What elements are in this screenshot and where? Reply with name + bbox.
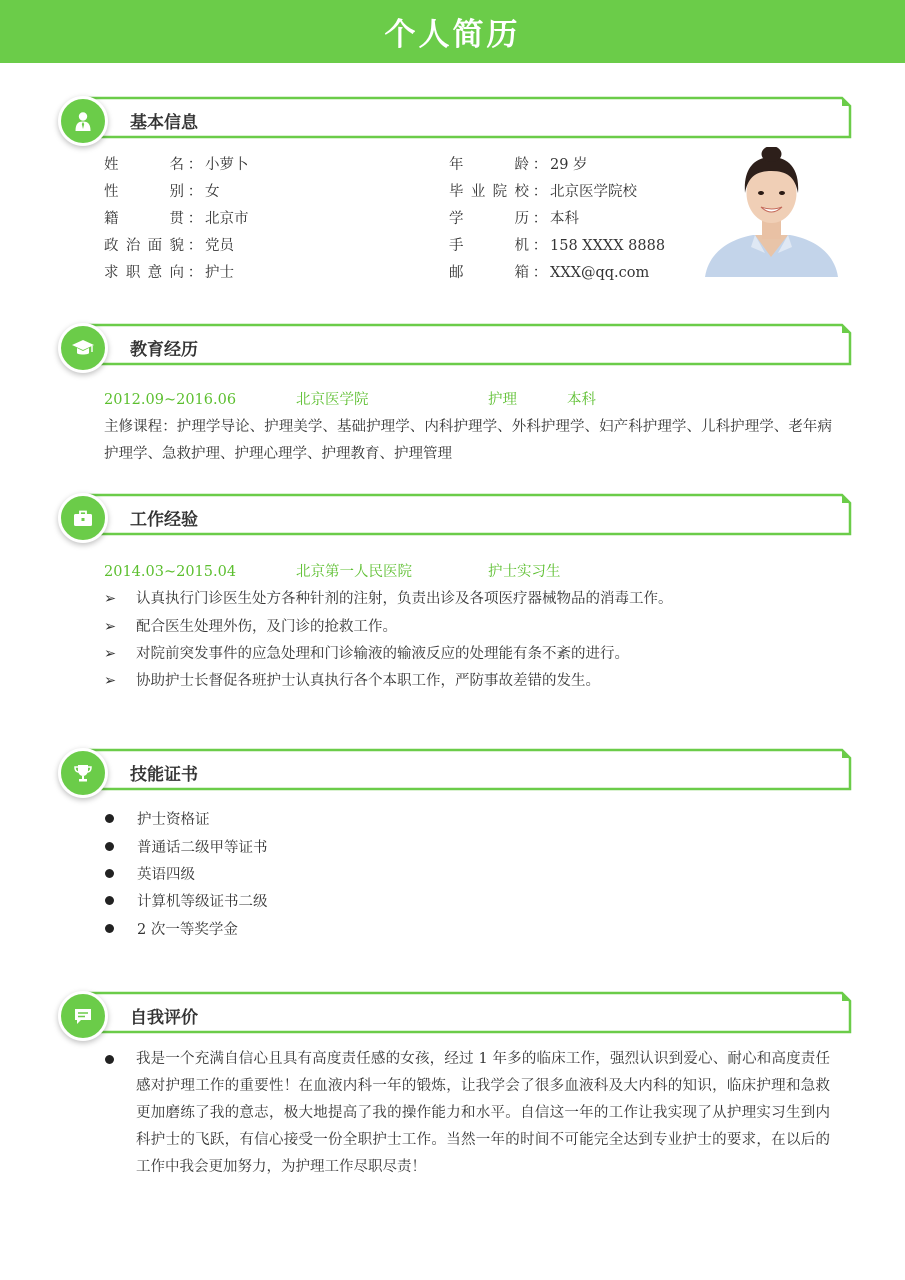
- work-duty-text: 协助护士长督促各班护士认真执行各个本职工作，严防事故差错的发生。: [136, 673, 600, 689]
- info-hometown: [104, 209, 249, 229]
- graduation-cap-icon: [58, 323, 108, 373]
- section-title: 技能证书: [130, 765, 198, 785]
- section-work: [58, 493, 854, 543]
- work-duty-text: 配合医生处理外伤，及门诊的抢救工作。: [136, 619, 397, 635]
- section-skills: [58, 748, 854, 798]
- colon: ：: [532, 265, 548, 281]
- section-title: 教育经历: [130, 340, 198, 360]
- work-position: 护士实习生: [488, 564, 561, 580]
- arrow-bullet-icon: ➢: [104, 646, 117, 662]
- education-major: 护理: [488, 392, 517, 408]
- section-title: 自我评价: [130, 1008, 198, 1028]
- self-evaluation-text: 我是一个充满自信心且具有高度责任感的女孩，经过 1 年多的临床工作，强烈认识到爱心、耐心和高度责任感对护理工作的重要性！在血液内科一年的锻炼，让我学会了很多血液科及大内科的知识，临床护理和急救更加磨练了我的意志，极大地提高了我的操作能力和水平。自信这一年的工作让我实现了从护理实习生到内科护士的飞跃，有信心接受一份全职护士工作。当然一年的时间不可能完全达到专业护士的要求，在以后的工作中我会更加努力，为护理工作尽职尽责！: [136, 1051, 830, 1175]
- info-value: 护士: [205, 265, 234, 281]
- info-value: 158 XXXX 8888: [550, 238, 666, 254]
- section-title: 工作经验: [130, 510, 198, 530]
- bullet-dot-icon: [105, 896, 114, 905]
- section-title: 基本信息: [130, 113, 198, 133]
- info-label: 邮箱: [449, 265, 529, 281]
- skill-item: [104, 920, 238, 940]
- bullet-dot-icon: [105, 842, 114, 851]
- info-value: 北京市: [205, 211, 249, 227]
- person-icon: [58, 96, 108, 146]
- colon: ：: [187, 184, 203, 200]
- skill-text: 普通话二级甲等证书: [137, 840, 268, 856]
- profile-photo: [705, 147, 838, 277]
- education-degree: 本科: [567, 392, 596, 408]
- skill-item: [104, 865, 195, 885]
- info-label: 政治面貌: [104, 238, 184, 254]
- section-education: [58, 323, 854, 373]
- skill-text: 护士资格证: [137, 812, 210, 828]
- colon: ：: [532, 157, 548, 173]
- bullet-dot-icon: [105, 924, 114, 933]
- info-label: 学历: [449, 211, 529, 227]
- education-school: 北京医学院: [296, 392, 369, 408]
- bullet-dot-icon: [105, 1055, 114, 1064]
- info-gender: [104, 182, 220, 202]
- work-period: 2014.03~2015.04: [104, 564, 237, 580]
- work-duty-item: [104, 617, 397, 637]
- skill-text: 2 次一等奖学金: [137, 922, 238, 938]
- skill-text: 计算机等级证书二级: [137, 894, 268, 910]
- colon: ：: [532, 211, 548, 227]
- bullet-dot-icon: [105, 869, 114, 878]
- info-name: [104, 155, 249, 175]
- colon: ：: [187, 265, 203, 281]
- work-company: 北京第一人民医院: [296, 564, 412, 580]
- briefcase-icon: [58, 493, 108, 543]
- resume-title-banner: [0, 0, 905, 63]
- info-label: 毕业院校: [449, 184, 529, 200]
- info-value: 小萝卜: [205, 157, 249, 173]
- skill-item: [104, 892, 268, 912]
- info-political: [104, 236, 234, 256]
- info-value: 29 岁: [550, 157, 588, 173]
- info-label: 姓名: [104, 157, 184, 173]
- skill-item: [104, 838, 268, 858]
- arrow-bullet-icon: ➢: [104, 673, 117, 689]
- info-value: 女: [205, 184, 220, 200]
- work-duty-item: [104, 589, 673, 609]
- info-school: [449, 182, 637, 202]
- education-period: 2012.09~2016.06: [104, 392, 237, 408]
- skill-text: 英语四级: [137, 867, 195, 883]
- info-job-intention: [104, 263, 234, 283]
- work-duty-text: 认真执行门诊医生处方各种针剂的注射，负责出诊及各项医疗器械物品的消毒工作。: [136, 591, 673, 607]
- info-degree: [449, 209, 579, 229]
- colon: ：: [187, 238, 203, 254]
- colon: ：: [532, 238, 548, 254]
- section-basic-info: [58, 96, 854, 146]
- info-age: [449, 155, 588, 175]
- info-label: 求职意向: [104, 265, 184, 281]
- info-email: [449, 263, 649, 283]
- info-label: 性别: [104, 184, 184, 200]
- info-value: 本科: [550, 211, 579, 227]
- info-value: XXX@qq.com: [550, 265, 650, 281]
- info-phone: [449, 236, 665, 256]
- trophy-icon: [58, 748, 108, 798]
- info-value: 党员: [205, 238, 234, 254]
- work-duty-item: [104, 671, 600, 691]
- arrow-bullet-icon: ➢: [104, 591, 117, 607]
- education-courses: 主修课程：护理学导论、护理美学、基础护理学、内科护理学、外科护理学、妇产科护理学、儿科护理学、老年病护理学、急救护理、护理心理学、护理教育、护理管理: [104, 419, 832, 462]
- arrow-bullet-icon: ➢: [104, 619, 117, 635]
- colon: ：: [532, 184, 548, 200]
- colon: ：: [187, 157, 203, 173]
- bullet-dot-icon: [105, 814, 114, 823]
- info-label: 年龄: [449, 157, 529, 173]
- section-self-evaluation: [58, 991, 854, 1041]
- resume-title: 个人简历: [384, 17, 521, 53]
- info-label: 手机: [449, 238, 529, 254]
- info-label: 籍贯: [104, 211, 184, 227]
- work-duty-text: 对院前突发事件的应急处理和门诊输液的输液反应的处理能有条不紊的进行。: [136, 646, 629, 662]
- comment-icon: [58, 991, 108, 1041]
- colon: ：: [187, 211, 203, 227]
- work-duty-item: [104, 644, 629, 664]
- skill-item: [104, 810, 210, 830]
- info-value: 北京医学院校: [550, 184, 637, 200]
